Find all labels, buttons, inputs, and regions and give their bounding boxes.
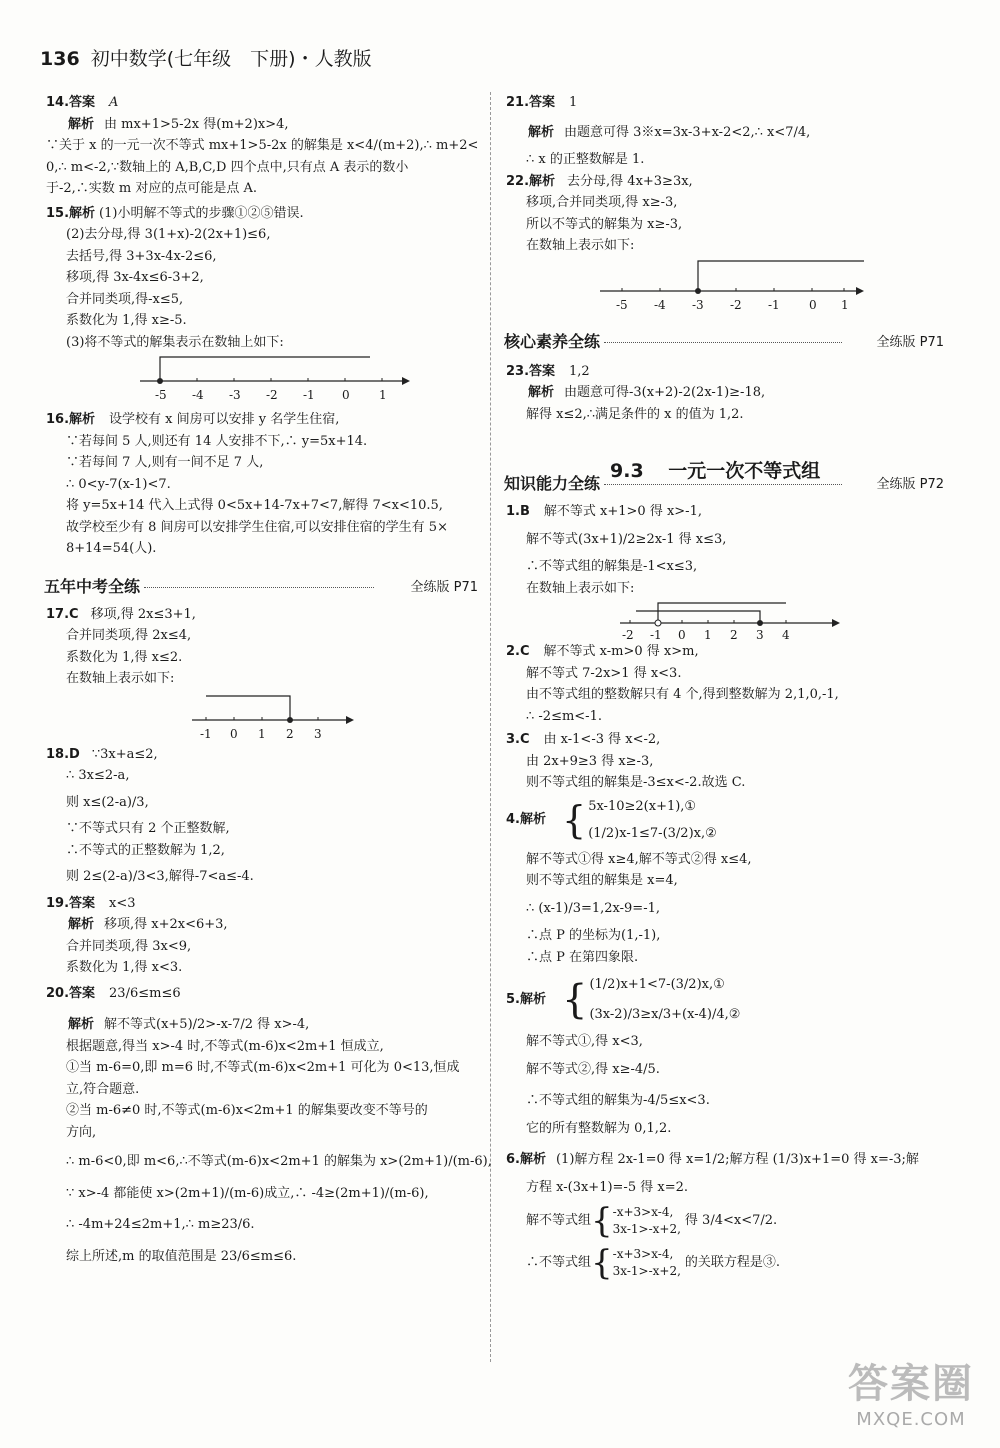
question-6 [506, 1149, 944, 1283]
solution-line: 去括号,得 3+3x-4x-2≤6, [66, 248, 217, 264]
question-2 [506, 641, 944, 727]
system-line-group [506, 1201, 944, 1241]
axis-arrow [346, 716, 354, 724]
tick-label: 0 [230, 726, 238, 741]
tick-label: -4 [654, 297, 666, 312]
inequality-system [506, 974, 944, 1025]
solution-line: 解不等式 x+1>0 得 x>-1, [543, 504, 702, 519]
solution-line: 系数化为 1,得 x≥-5. [66, 313, 187, 328]
axis-arrow [856, 287, 864, 295]
solution-line: ∵若每间 7 人,则有一间不足 7 人, [66, 455, 264, 470]
question-label: 1.B [506, 504, 530, 519]
solution-line: 立,符合题意. [66, 1081, 140, 1097]
question-label: 19.答案 [46, 895, 96, 911]
solution-line: ∴ x 的正整数解是 1. [526, 152, 645, 167]
question-label: 21.答案 [506, 95, 556, 110]
solution-line: 则 2≤(2-a)/3<3,解得-7<a≤-4. [66, 869, 254, 884]
system-line-group [506, 1243, 944, 1283]
solution-line: 方向, [66, 1124, 97, 1140]
solution-line: 解不等式 x-m>0 得 x>m, [543, 644, 699, 659]
question-label: 4.解析 [506, 812, 546, 828]
question-label: 14.答案 [46, 95, 96, 110]
system-line: (1/2)x-1≤7-(3/2)x,② [588, 826, 717, 841]
tick-label: 3 [314, 726, 322, 741]
solution-line: 的关联方程是③. [684, 1255, 781, 1271]
solution-line: 由 2x+9≥3 得 x≥-3, [526, 753, 654, 769]
solution-line: ∴ m-6<0,即 m<6,∴不等式(m-6)x<2m+1 的解集为 x>(2m+1)/(m-6), [66, 1154, 492, 1169]
solution-line: ∵关于 x 的一元一次不等式 mx+1>5-2x 的解集是 x<4/(m+2),∴ m+2< [46, 138, 479, 153]
solution-line: 则不等式组的解集是 x=4, [526, 873, 678, 888]
system-line: 3x-1>-x+2, [612, 1264, 681, 1278]
answer-value: A [109, 95, 119, 110]
analysis-tag: 解析 [528, 385, 555, 400]
question-18 [46, 744, 478, 888]
solution-line: ②当 m-6≠0 时,不等式(m-6)x<2m+1 的解集要改变不等号的 [66, 1103, 428, 1118]
tick-label: -3 [229, 388, 241, 402]
question-5 [506, 974, 944, 1139]
section-title: 五年中考全练 [44, 576, 141, 596]
tick-label: -1 [768, 297, 780, 312]
solution-line: 移项,得 3x-4x≤6-3+2, [66, 270, 204, 285]
solution-line: ∴ -4m+24≤2m+1,∴ m≥23/6. [66, 1217, 255, 1232]
solution-line: ∵不等式只有 2 个正整数解, [66, 821, 230, 836]
number-line-q22 [594, 257, 964, 313]
tick-label: 3 [756, 628, 764, 641]
solution-line: 解不等式①,得 x<3, [526, 1034, 643, 1049]
question-20 [46, 983, 492, 1268]
solution-line: 由 mx+1>5-2x 得(m+2)x>4, [104, 116, 289, 132]
page-number: 136 [40, 48, 80, 70]
solution-line: ∴ 3x≤2-a, [66, 768, 130, 783]
solution-line: 故学校至少有 8 间房可以安排学生住宿,可以安排住宿的学生有 5× [66, 519, 448, 535]
solution-line: 由不等式组的整数解只有 4 个,得到整数解为 2,1,0,-1, [526, 687, 839, 702]
watermark-text: 答案圈 [848, 1361, 974, 1407]
solution-line: (2)去分母,得 3(1+x)-2(2x+1)≤6, [66, 227, 271, 242]
tick-label: 0 [678, 628, 686, 641]
brace: { [591, 1201, 613, 1241]
solution-line: 解不等式 7-2x>1 得 x<3. [526, 665, 682, 681]
solution-line: 去分母,得 4x+3≥3x, [567, 173, 693, 189]
question-label: 2.C [506, 644, 530, 659]
watermark-logo [848, 1352, 974, 1430]
tick-label: -4 [192, 388, 204, 402]
solution-line: 综上所述,m 的取值范围是 23/6≤m≤6. [66, 1248, 297, 1264]
solution-line: ∴点 P 的坐标为(1,-1), [526, 928, 661, 943]
question-label: 17.C [46, 606, 79, 622]
answer-value: 23/6≤m≤6 [109, 985, 181, 1001]
solution-line: (3)将不等式的解集表示在数轴上如下: [66, 334, 284, 350]
solution-bracket [206, 696, 290, 720]
tick-label: 2 [286, 726, 294, 741]
solution-bracket [160, 357, 370, 381]
solution-line: ①当 m-6=0,即 m=6 时,不等式(m-6)x<2m+1 可化为 0<13,恒成 [66, 1060, 460, 1075]
section-title: 一元一次不等式组 [668, 460, 821, 482]
question-21 [506, 92, 944, 171]
question-label: 6.解析 [506, 1152, 546, 1167]
answer-value: 1,2 [569, 363, 590, 379]
question-4 [506, 796, 944, 969]
solution-line: 它的所有整数解为 0,1,2. [526, 1120, 672, 1136]
right-column [504, 92, 944, 1283]
solution-line: 由题意可得 3※x=3x-3+x-2<2,∴ x<7/4, [564, 124, 811, 140]
question-label: 3.C [506, 732, 530, 747]
tick-label: 2 [730, 628, 738, 641]
tick-label: 1 [258, 726, 266, 741]
closed-endpoint [757, 620, 763, 626]
watermark-url: MXQE.COM [856, 1409, 966, 1430]
analysis-tag: 解析 [68, 917, 95, 932]
solution-line: ∵3x+a≤2, [91, 746, 158, 762]
analysis-tag: 解析 [68, 1017, 95, 1032]
system-line: (3x-2)/3≥x/3+(x-4)/4,② [589, 1006, 741, 1022]
page-header [40, 44, 372, 71]
analysis-tag: 解析 [528, 124, 555, 140]
chapter-heading-9-3 [610, 456, 820, 483]
number-line-q15 [134, 353, 434, 405]
solution-line: 由 x-1<-3 得 x<-2, [543, 732, 661, 747]
bracket-lower-bound [658, 603, 786, 623]
tick-label: -1 [650, 628, 662, 641]
question-label: 23.答案 [506, 363, 556, 379]
number-line-q1 [616, 599, 856, 641]
solution-line: (1)小明解不等式的步骤①②⑤错误. [99, 205, 304, 221]
answer-value: x<3 [109, 895, 136, 911]
tick-label: 1 [841, 297, 849, 312]
solution-line: 所以不等式的解集为 x≥-3, [526, 216, 683, 232]
number-line-q17 [186, 690, 386, 742]
tick-label: -1 [303, 388, 315, 402]
solution-line: ∴点 P 在第四象限. [526, 949, 639, 965]
left-column [44, 92, 492, 1267]
tick-label: 1 [379, 388, 387, 402]
bracket-upper-bound [636, 611, 760, 623]
question-label: 5.解析 [506, 991, 546, 1007]
solution-line: (1)解方程 2x-1=0 得 x=1/2;解方程 (1/3)x+1=0 得 x=-3;解 [555, 1152, 919, 1167]
brace: { [591, 1243, 613, 1283]
system-line: -x+3>x-4, [612, 1205, 674, 1219]
solution-line: 合并同类项,得-x≤5, [66, 291, 184, 307]
solution-line: ∴不等式组的解集为-4/5≤x<3. [526, 1093, 710, 1108]
solution-line: 移项,得 x+2x<6+3, [104, 917, 228, 932]
solution-line: 设学校有 x 间房可以安排 y 名学生住宿, [109, 412, 340, 427]
tick-label: -2 [730, 297, 742, 312]
question-22 [506, 171, 944, 313]
solution-line: ∴ (x-1)/3=1,2x-9=-1, [526, 900, 660, 916]
section-number: 9.3 [610, 460, 644, 482]
solution-line: ∴ 0<y-7(x-1)<7. [66, 476, 171, 492]
solution-line: ∴不等式组的解集是-1<x≤3, [526, 559, 698, 574]
tick-label: -5 [155, 388, 167, 402]
solution-line: 8+14=54(人). [66, 541, 157, 556]
solution-line: 解不等式①得 x≥4,解不等式②得 x≤4, [526, 851, 752, 867]
question-label: 16.解析 [46, 412, 96, 427]
question-label: 20.答案 [46, 985, 96, 1001]
solution-line: 由题意可得-3(x+2)-2(2x-1)≥-18, [564, 385, 766, 400]
solution-line: ∴ -2≤m<-1. [526, 708, 602, 724]
brace: { [562, 798, 587, 842]
inequality-system [506, 796, 944, 845]
system-line: -x+3>x-4, [612, 1247, 674, 1261]
tick-label: -1 [200, 726, 212, 741]
solution-line: 根据题意,得当 x>-4 时,不等式(m-6)x<2m+1 恒成立, [66, 1038, 384, 1054]
solution-line: 系数化为 1,得 x≤2. [66, 649, 183, 665]
solution-line: 解不等式②,得 x≥-4/5. [526, 1061, 660, 1077]
solution-line: 在数轴上表示如下: [526, 580, 635, 596]
solution-line: 在数轴上表示如下: [66, 671, 175, 686]
solution-line: 方程 x-(3x+1)=-5 得 x=2. [526, 1179, 688, 1195]
axis-arrow [402, 377, 410, 385]
solution-line: ∴不等式组 [526, 1255, 592, 1271]
answer-value: 1 [569, 95, 578, 110]
section-heading-five-year [46, 570, 478, 604]
solution-line: ∵若每间 5 人,则还有 14 人安排不下,∴ y=5x+14. [66, 433, 368, 449]
solution-line: 则 x≤(2-a)/3, [66, 794, 149, 810]
question-15 [46, 203, 478, 406]
tick-label: 0 [342, 388, 350, 402]
system-line: (1/2)x+1<7-(3/2)x,① [589, 977, 725, 992]
tick-label: 0 [809, 297, 817, 312]
solution-line: 移项,合并同类项,得 x≥-3, [526, 195, 678, 210]
solution-line: ∴不等式的正整数解为 1,2, [66, 842, 225, 858]
solution-line: ∵ x>-4 都能使 x>(2m+1)/(m-6)成立,∴ -4≥(2m+1)/(m-6), [66, 1185, 429, 1201]
question-14 [46, 92, 478, 200]
question-label: 22.解析 [506, 173, 556, 189]
solution-line: 0,∴ m<-2,∵数轴上的 A,B,C,D 四个点中,只有点 A 表示的数小 [46, 159, 409, 175]
question-16 [46, 409, 478, 560]
axis-arrow [832, 619, 840, 627]
section-title: 核心素养全练 [504, 331, 601, 351]
tick-label: -2 [266, 388, 278, 402]
tick-label: -3 [692, 297, 704, 312]
tick-label: -2 [622, 628, 634, 641]
tick-label: 4 [782, 628, 790, 641]
tick-label: -5 [616, 297, 628, 312]
solution-line: 得 3/4<x<7/2. [684, 1213, 778, 1229]
question-17 [46, 604, 478, 742]
question-label: 15.解析 [46, 205, 96, 221]
analysis-tag: 解析 [68, 116, 95, 132]
solution-bracket [698, 261, 864, 291]
solution-line: 解不等式(x+5)/2>-x-7/2 得 x>-4, [104, 1017, 310, 1032]
solution-line: 于-2,∴实数 m 对应的点可能是点 A. [46, 181, 258, 196]
solution-line: 解不等式(3x+1)/2≥2x-1 得 x≤3, [526, 531, 727, 547]
question-label: 18.D [46, 746, 80, 762]
solution-line: 合并同类项,得 3x<9, [66, 938, 192, 954]
tick-label: 1 [704, 628, 712, 641]
solution-line: 系数化为 1,得 x<3. [66, 960, 183, 975]
solution-line: 合并同类项,得 2x≤4, [66, 628, 192, 643]
solution-line: 则不等式组的解集是-3≤x<-2.故选 C. [526, 775, 746, 790]
section-title: 知识能力全练 [504, 474, 601, 493]
brace: { [562, 976, 588, 1023]
section-heading-core [506, 327, 944, 361]
question-3 [506, 729, 944, 794]
question-19 [46, 893, 478, 979]
open-endpoint [655, 620, 661, 626]
solution-line: 在数轴上表示如下: [526, 238, 635, 253]
solution-line: 将 y=5x+14 代入上式得 0<5x+14-7x+7<7,解得 7<x<10.5, [66, 498, 443, 513]
section-ref: 全练版 P71 [876, 334, 944, 350]
solution-line: 解得 x≤2,∴满足条件的 x 的值为 1,2. [526, 406, 744, 422]
question-23 [506, 361, 944, 426]
system-line: 3x-1>-x+2, [612, 1222, 681, 1236]
solution-line: 解不等式组 [526, 1213, 592, 1229]
section-ref: 全练版 P72 [876, 477, 944, 492]
system-line: 5x-10≥2(x+1),① [588, 798, 697, 814]
section-ref: 全练版 P71 [410, 579, 478, 595]
solution-line: 移项,得 2x≤3+1, [90, 606, 196, 622]
question-1 [506, 501, 944, 641]
book-title: 初中数学(七年级 下册)・人教版 [90, 48, 372, 70]
